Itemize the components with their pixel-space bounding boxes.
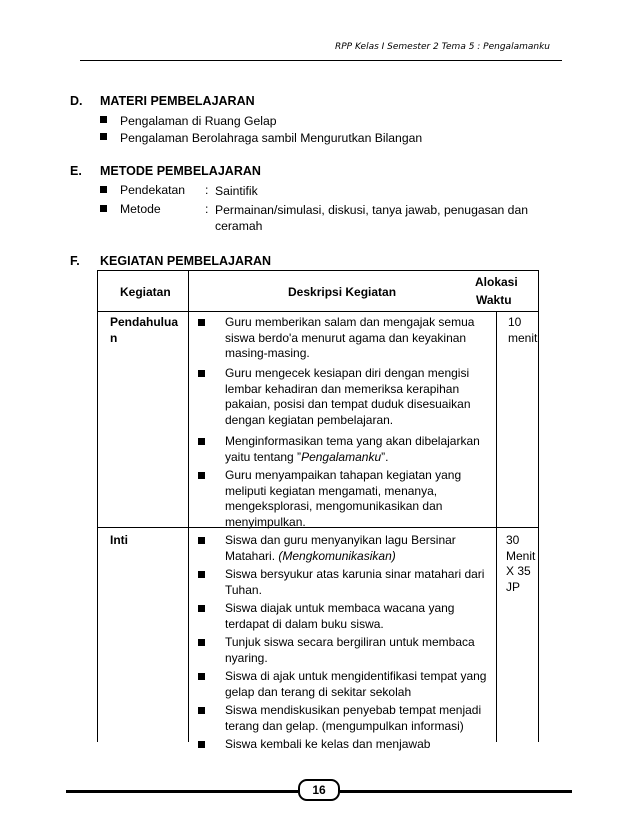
activities-table <box>97 270 539 751</box>
table-row-divider <box>98 311 538 312</box>
table-col-divider <box>188 271 189 742</box>
bullet-square-icon <box>198 571 205 578</box>
list-item-text: Siswa kembali ke kelas dan menjawab <box>225 737 431 751</box>
bullet-square-icon <box>100 133 107 140</box>
row-label-pendahuluan <box>110 315 178 346</box>
method-key: Metode <box>120 202 161 216</box>
time-line: X 35 JP <box>506 564 531 594</box>
header-alokasi: Alokasi <box>475 275 518 289</box>
header-waktu: Waktu <box>476 293 512 307</box>
bullet-square-icon <box>198 707 205 714</box>
row-label-inti: Inti <box>110 533 128 547</box>
list-item-text: Guru menyampaikan tahapan kegiatan yang meliputi kegiatan mengamati, menanya, mengeksplorasi, mengomunikasikan dan menyimpulkan. <box>225 468 462 529</box>
header-deskripsi: Deskripsi Kegiatan <box>288 285 397 299</box>
running-header: RPP Kelas I Semester 2 Tema 5 : Pengalamanku <box>335 42 550 52</box>
list-item-text-tail: ”. <box>381 449 389 464</box>
description-list <box>198 315 498 529</box>
list-item-text <box>225 533 500 564</box>
bullet-square-icon <box>198 741 205 748</box>
method-value: Permainan/simulasi, diskusi, tanya jawab, penugasan dan ceramah <box>215 203 528 233</box>
row-label-line: n <box>110 330 118 345</box>
time-allocation <box>506 533 538 595</box>
method-value: Saintifik <box>215 184 258 198</box>
section-d-title: MATERI PEMBELAJARAN <box>100 94 255 108</box>
footer-rule <box>66 790 298 793</box>
bullet-square-icon <box>198 472 205 479</box>
section-e-title: METODE PEMBELAJARAN <box>100 164 261 178</box>
section-f-letter: F. <box>70 254 80 268</box>
list-item-text-lead: Menginformasikan tema yang akan dibelajarkan yaitu tentang ” <box>225 434 480 464</box>
bullet-square-icon <box>100 205 107 212</box>
bullet-square-icon <box>100 116 107 123</box>
bullet-square-icon <box>100 186 107 193</box>
description-list <box>198 533 498 751</box>
list-item-text: Siswa di ajak untuk mengidentifikasi tempat yang gelap dan terang di sekitar sekolah <box>225 669 487 699</box>
bullet-square-icon <box>198 438 205 445</box>
header-rule <box>80 60 562 61</box>
list-item-text-lead: Siswa dan guru menyanyikan lagu Bersinar Matahari. <box>225 533 456 563</box>
activity-emphasis: (Mengkomunikasikan) <box>278 548 396 563</box>
method-key: Pendekatan <box>120 183 186 197</box>
header-kegiatan: Kegiatan <box>120 285 171 299</box>
section-d-letter: D. <box>70 94 83 108</box>
list-item-text: Pengalaman Berolahraga sambil Mengurutkan Bilangan <box>120 131 423 145</box>
method-colon: : <box>205 202 209 216</box>
section-e-letter: E. <box>70 164 82 178</box>
list-item-text: Tunjuk siswa secara bergiliran untuk membaca nyaring. <box>225 635 475 665</box>
list-item-text <box>225 434 500 465</box>
list-item-text: Guru memberikan salam dan mengajak semua siswa berdo'a menurut agama dan keyakinan masing-masing. <box>225 315 475 361</box>
section-f-title: KEGIATAN PEMBELAJARAN <box>100 254 272 268</box>
footer-rule <box>340 790 572 793</box>
list-item-text: Siswa diajak untuk membaca wacana yang terdapat di dalam buku siswa. <box>225 601 455 631</box>
bullet-square-icon <box>198 673 205 680</box>
bullet-square-icon <box>198 319 205 326</box>
bullet-square-icon <box>198 605 205 612</box>
theme-emphasis: Pengalamanku <box>301 449 382 464</box>
list-item-text: Guru mengecek kesiapan diri dengan mengisi lembar kehadiran dan memeriksa kerapihan pakaian, posisi dan tempat duduk disesuaikan dengan kegiatan pembelajaran. <box>225 366 471 427</box>
time-allocation: 10 menit <box>508 315 538 345</box>
list-item-text: Siswa bersyukur atas karunia sinar matahari dari Tuhan. <box>225 567 485 597</box>
bullet-square-icon <box>198 537 205 544</box>
bullet-square-icon <box>198 370 205 377</box>
method-colon: : <box>205 183 209 197</box>
bullet-square-icon <box>198 639 205 646</box>
list-item-text: Pengalaman di Ruang Gelap <box>120 114 277 128</box>
row-label-line: Pendahulua <box>110 315 179 329</box>
time-line: 30 Menit <box>506 533 536 563</box>
list-item-text: Siswa mendiskusikan penyebab tempat menjadi terang dan gelap. (mengumpulkan informasi) <box>225 703 482 733</box>
page-number: 16 <box>298 779 340 801</box>
